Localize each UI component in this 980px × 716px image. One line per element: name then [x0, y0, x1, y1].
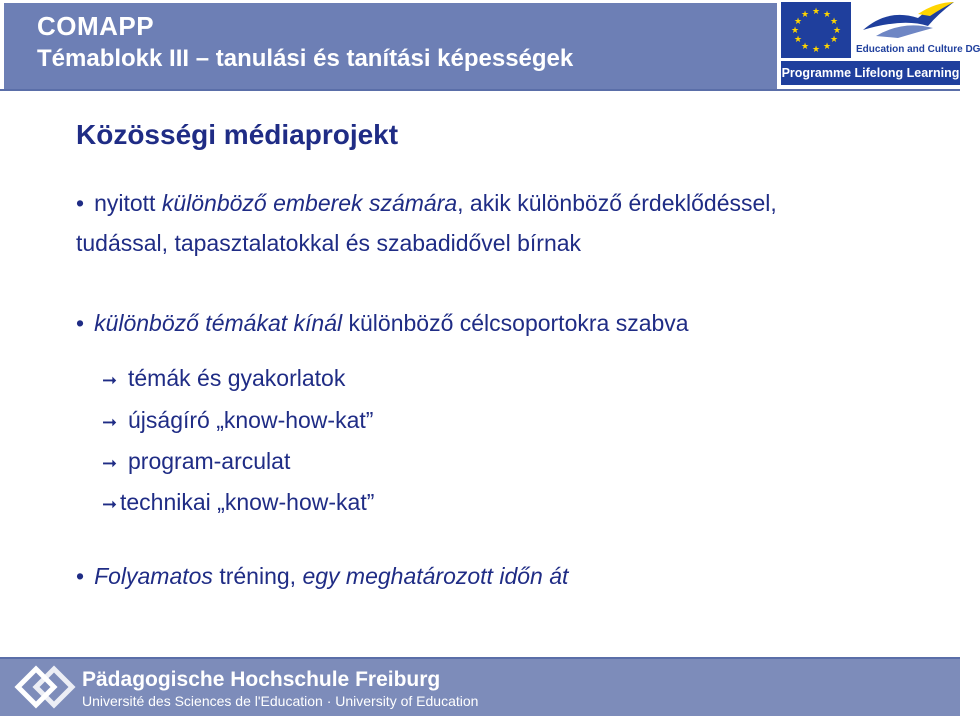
- svg-text:★: ★: [793, 17, 803, 27]
- bullet-text: különböző célcsoportokra szabva: [342, 310, 689, 336]
- bullet-dot: •: [76, 563, 85, 589]
- sub-item-technical: [102, 482, 374, 524]
- svg-text:★: ★: [793, 35, 803, 45]
- sub-item-text: témák és gyakorlatok: [128, 365, 346, 391]
- arrow-right-icon: ➞: [102, 494, 118, 514]
- svg-text:★: ★: [822, 42, 832, 52]
- arrow-right-icon: ➞: [102, 412, 118, 432]
- footer: [0, 657, 960, 716]
- bullet-different-topics: [76, 303, 689, 343]
- svg-text:★: ★: [800, 10, 810, 20]
- svg-text:★: ★: [829, 17, 839, 27]
- svg-text:★: ★: [832, 26, 842, 36]
- header-subtitle: Témablokk III – tanulási és tanítási képességek: [37, 45, 574, 72]
- bullet-text: nyitott: [94, 190, 162, 216]
- lifelong-learning-bird-icon: [858, 0, 958, 44]
- bullet-text-italic: különböző emberek számára: [161, 190, 458, 216]
- svg-text:★: ★: [822, 10, 832, 20]
- bullet-text-italic: különböző témákat kínál: [94, 310, 343, 336]
- bullet-dot: •: [76, 190, 85, 216]
- eu-lifelong-learning-logo: [781, 0, 980, 88]
- eu-programme-label: Programme Lifelong Learning: [781, 61, 960, 85]
- bullet-continuous-training: [76, 556, 568, 596]
- sub-item-text: technikai „know-how-kat”: [120, 489, 375, 515]
- bullet-text-italic: Folyamatos: [94, 563, 213, 589]
- svg-text:★: ★: [800, 42, 810, 52]
- bullet-text: , akik különböző érdeklődéssel,: [457, 190, 777, 216]
- ph-freiburg-logo-icon: [14, 665, 74, 709]
- svg-text:★: ★: [829, 35, 839, 45]
- eu-flag-icon: [781, 2, 851, 58]
- footer-institution-subtitle: Université des Sciences de l'Education · University of Education: [82, 693, 479, 709]
- bullet-dot: •: [76, 310, 85, 336]
- sub-item-program-profile: [102, 441, 290, 483]
- arrow-right-icon: ➞: [102, 370, 118, 390]
- bullet-text: tréning,: [212, 563, 303, 589]
- bullet-text-italic: egy meghatározott időn át: [302, 563, 569, 589]
- footer-institution-name: Pädagogische Hochschule Freiburg: [82, 668, 441, 691]
- arrow-right-icon: ➞: [102, 453, 118, 473]
- eu-dg-label: Education and Culture DG: [856, 44, 980, 55]
- sub-item-text: program-arculat: [128, 448, 291, 474]
- header-divider: [0, 89, 960, 91]
- slide-title: Közösségi médiaprojekt: [76, 119, 399, 150]
- sub-item-journalist: [102, 400, 373, 442]
- header-bar: [4, 3, 777, 89]
- header: [0, 0, 980, 91]
- svg-text:★: ★: [811, 7, 821, 17]
- app-name: COMAPP: [37, 11, 155, 41]
- sub-item-topics: [102, 358, 345, 400]
- sub-item-text: újságíró „know-how-kat”: [128, 407, 374, 433]
- svg-text:★: ★: [811, 45, 821, 55]
- svg-text:★: ★: [790, 26, 800, 36]
- bullet-text-continued: tudással, tapasztalatokkal és szabadidővel bírnak: [76, 230, 582, 256]
- bullet-open-to-people: [76, 183, 777, 263]
- footer-divider: [0, 657, 960, 659]
